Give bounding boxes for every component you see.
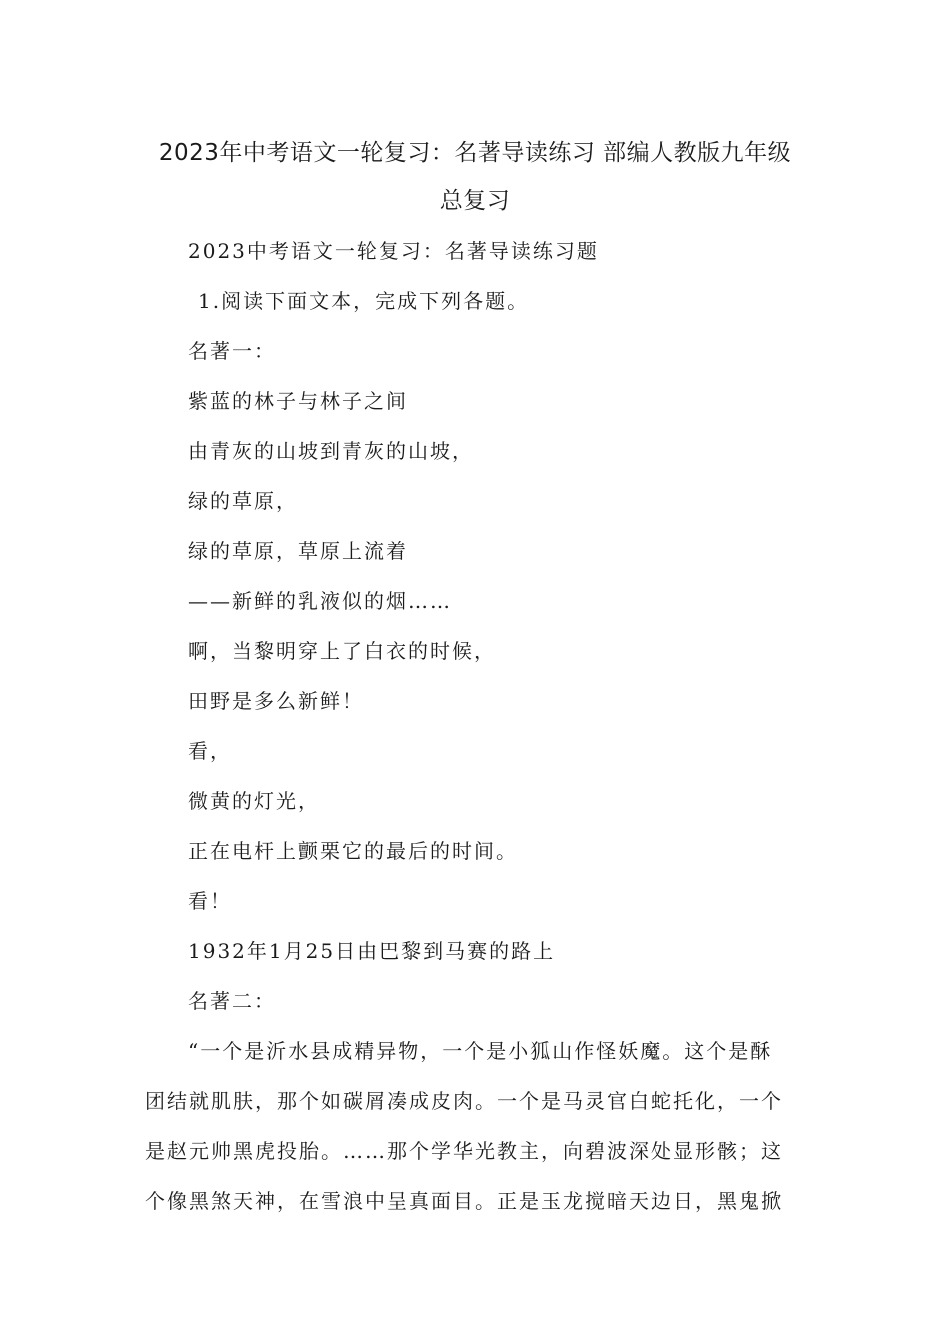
work-one-label: 名著一： — [188, 339, 276, 363]
poem-line: 绿的草原，草原上流着 — [188, 539, 408, 563]
poem-line: 微黄的灯光， — [188, 789, 320, 813]
passage-line: “一个是沂水县成精异物，一个是小狐山作怪妖魔。这个是酥 — [188, 1039, 773, 1063]
poem-line: 正在电杆上颤栗它的最后的时间。 — [188, 839, 518, 863]
poem-line: 看！ — [188, 889, 232, 913]
document-title-line-1: 2023年中考语文一轮复习：名著导读练习 部编人教版九年级 — [158, 140, 792, 166]
poem-line: 啊，当黎明穿上了白衣的时候， — [188, 639, 496, 663]
poem-line: ——新鲜的乳液似的烟…… — [188, 589, 452, 613]
work-two-label: 名著二： — [188, 989, 276, 1013]
poem-line: 由青灰的山坡到青灰的山坡， — [188, 439, 474, 463]
document-title-line-2: 总复习 — [439, 188, 511, 214]
poem-line: 绿的草原， — [188, 489, 298, 513]
document-subtitle: 2023中考语文一轮复习：名著导读练习题 — [188, 239, 599, 263]
passage-line: 是赵元帅黑虎投胎。……那个学华光教主，向碧波深处显形骸；这 — [145, 1139, 783, 1163]
question-prompt: 1.阅读下面文本，完成下列各题。 — [198, 289, 530, 313]
passage-line: 团结就肌肤，那个如碳屑凑成皮肉。一个是马灵官白蛇托化，一个 — [145, 1089, 783, 1113]
poem-date-line: 1932年1月25日由巴黎到马赛的路上 — [188, 939, 556, 963]
passage-line: 个像黑煞天神，在雪浪中呈真面目。正是玉龙搅暗天边日，黑鬼掀 — [145, 1189, 783, 1213]
poem-line: 紫蓝的林子与林子之间 — [188, 389, 408, 413]
poem-line: 看， — [188, 739, 232, 763]
poem-line: 田野是多么新鲜！ — [188, 689, 364, 713]
